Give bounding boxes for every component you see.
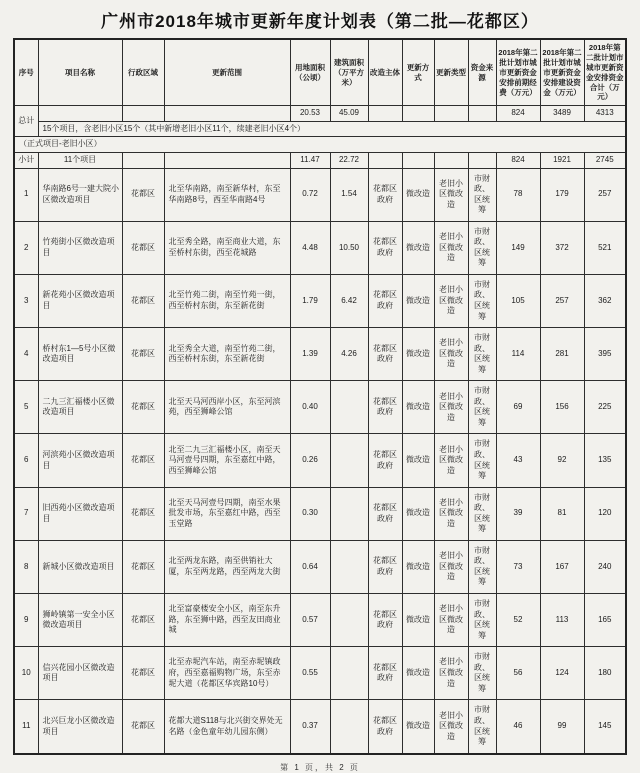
page-footer: 第 1 页，共 2 页 [280,762,360,772]
cell-no: 5 [14,381,38,434]
table-row [14,381,626,434]
cell-construction-fund: 281 [540,328,584,381]
cell-funding: 市财政、区统筹 [468,594,496,647]
cell-scope: 北至天马河壹号四期，南至水果批发市场，东至嘉红中路，西至玉堂路 [164,487,290,540]
cell-pre-fund: 39 [496,487,540,540]
cell-type: 老旧小区微改造 [434,274,468,327]
cell-funding: 市财政、区统筹 [468,487,496,540]
header-row [14,39,626,106]
cell-method: 微改造 [402,381,434,434]
cell-project-name: 狮岭镇第一安全小区微改造项目 [38,594,122,647]
cell-project-name: 桥村东1—5号小区微改造项目 [38,328,122,381]
table-row [14,328,626,381]
col-header-no: 序号 [14,39,38,106]
cell-land-area: 0.30 [290,487,330,540]
cell-district: 花都区 [122,381,164,434]
cell-construction-fund: 81 [540,487,584,540]
cell-method: 微改造 [402,540,434,593]
col-header-project-name: 项目名称 [38,39,122,106]
cell-type: 老旧小区微改造 [434,221,468,274]
total-pre-fund: 824 [496,106,540,122]
col-header-building-area: 建筑面积（万平方米） [330,39,368,106]
cell-total-fund: 145 [584,700,626,754]
cell-method: 微改造 [402,647,434,700]
cell-land-area: 4.48 [290,221,330,274]
cell-district: 花都区 [122,594,164,647]
col-header-funding: 资金来源 [468,39,496,106]
cell-construction-fund: 113 [540,594,584,647]
cell-construction-fund: 92 [540,434,584,487]
cell-funding: 市财政、区统筹 [468,381,496,434]
cell-district: 花都区 [122,221,164,274]
subtotal-row [14,152,626,168]
cell-land-area: 0.37 [290,700,330,754]
cell-project-name: 华南路6号一建大院小区微改造项目 [38,168,122,221]
cell-project-name: 竹苑街小区微改造项目 [38,221,122,274]
total-fund-sum: 4313 [584,106,626,122]
cell-method: 微改造 [402,221,434,274]
cell-subject: 花都区政府 [368,274,402,327]
cell-scope: 北至赤坭汽车站，南至赤坭镇政府，西至嘉福购物广场，东至赤坭大道（花都区华宾路10号） [164,647,290,700]
cell-method: 微改造 [402,434,434,487]
col-header-pre-fund: 2018年第二批计划市城市更新资金安排前期经费（万元） [496,39,540,106]
table-row [14,540,626,593]
cell-total-fund: 521 [584,221,626,274]
cell-building-area: 6.42 [330,274,368,327]
col-header-method: 更新方式 [402,39,434,106]
cell-subject: 花都区政府 [368,328,402,381]
cell-method: 微改造 [402,487,434,540]
cell-method: 微改造 [402,328,434,381]
cell-funding: 市财政、区统筹 [468,274,496,327]
cell-no: 3 [14,274,38,327]
cell-building-area [330,434,368,487]
cell-total-fund: 362 [584,274,626,327]
cell-total-fund: 135 [584,434,626,487]
cell-project-name: 新城小区微改造项目 [38,540,122,593]
cell-project-name: 新花苑小区微改造项目 [38,274,122,327]
cell-construction-fund: 179 [540,168,584,221]
col-header-scope: 更新范围 [164,39,290,106]
cell-district: 花都区 [122,487,164,540]
empty-cell [122,106,164,122]
col-header-construction-fund: 2018年第二批计划市城市更新资金安排建设资金（万元） [540,39,584,106]
cell-building-area [330,700,368,754]
cell-district: 花都区 [122,274,164,327]
col-header-land-area: 用地面积（公顷） [290,39,330,106]
empty-cell [468,106,496,122]
cell-type: 老旧小区微改造 [434,381,468,434]
col-header-type: 更新类型 [434,39,468,106]
summary-rows [14,106,626,168]
cell-method: 微改造 [402,274,434,327]
cell-subject: 花都区政府 [368,487,402,540]
cell-scope: 北至二九三汇福楼小区，南至天马河壹号四期，东至嘉红中路，西至狮峰公馆 [164,434,290,487]
cell-total-fund: 240 [584,540,626,593]
total-note-row [14,121,626,137]
cell-method: 微改造 [402,168,434,221]
cell-method: 微改造 [402,700,434,754]
cell-scope: 北至秀全大道，南至竹苑二街，西至桥村东街，东至新花街 [164,328,290,381]
cell-type: 老旧小区微改造 [434,487,468,540]
empty-cell [164,106,290,122]
cell-construction-fund: 124 [540,647,584,700]
empty-cell [164,152,290,168]
cell-building-area [330,540,368,593]
cell-total-fund: 120 [584,487,626,540]
table-row [14,434,626,487]
empty-cell [38,106,122,122]
cell-funding: 市财政、区统筹 [468,434,496,487]
empty-cell [468,152,496,168]
cell-no: 2 [14,221,38,274]
cell-construction-fund: 372 [540,221,584,274]
total-note: 15个项目，含老旧小区15个（其中新增老旧小区11个，续建老旧小区4个） [38,121,626,137]
cell-district: 花都区 [122,540,164,593]
project-rows [14,168,626,754]
cell-building-area: 4.26 [330,328,368,381]
cell-total-fund: 395 [584,328,626,381]
cell-type: 老旧小区微改造 [434,647,468,700]
cell-project-name: 北兴巨龙小区微改造项目 [38,700,122,754]
table-row [14,647,626,700]
cell-district: 花都区 [122,168,164,221]
cell-funding: 市财政、区统筹 [468,221,496,274]
cell-total-fund: 165 [584,594,626,647]
cell-scope: 北至华南路，南至新华村，东至华南路8号，西至华南路4号 [164,168,290,221]
col-header-subject: 改造主体 [368,39,402,106]
subtotal-pre-fund: 824 [496,152,540,168]
cell-building-area [330,487,368,540]
subtotal-construction-fund: 1921 [540,152,584,168]
cell-subject: 花都区政府 [368,168,402,221]
cell-pre-fund: 73 [496,540,540,593]
cell-land-area: 0.72 [290,168,330,221]
cell-scope: 北至富豪楼安全小区，南至东升路，东至狮中路，西至友田商业城 [164,594,290,647]
table-row [14,274,626,327]
cell-construction-fund: 257 [540,274,584,327]
col-header-district: 行政区域 [122,39,164,106]
cell-construction-fund: 99 [540,700,584,754]
cell-building-area [330,594,368,647]
cell-no: 6 [14,434,38,487]
cell-no: 10 [14,647,38,700]
cell-funding: 市财政、区统筹 [468,700,496,754]
col-header-total-fund: 2018年第二批计划市城市更新资金安排资金合计（万元） [584,39,626,106]
cell-funding: 市财政、区统筹 [468,647,496,700]
cell-no: 9 [14,594,38,647]
cell-pre-fund: 105 [496,274,540,327]
cell-subject: 花都区政府 [368,594,402,647]
total-land-area: 20.53 [290,106,330,122]
cell-project-name: 信兴花园小区微改造项目 [38,647,122,700]
cell-subject: 花都区政府 [368,434,402,487]
cell-no: 8 [14,540,38,593]
cell-scope: 北至秀全路，南至商业大道，东至桥村东街，西至花城路 [164,221,290,274]
total-row [14,106,626,122]
cell-funding: 市财政、区统筹 [468,540,496,593]
cell-building-area [330,647,368,700]
table-row [14,594,626,647]
total-construction-fund: 3489 [540,106,584,122]
cell-method: 微改造 [402,594,434,647]
cell-pre-fund: 149 [496,221,540,274]
subtotal-land-area: 11.47 [290,152,330,168]
subtotal-building-area: 22.72 [330,152,368,168]
empty-cell [368,152,402,168]
empty-cell [434,106,468,122]
cell-building-area: 1.54 [330,168,368,221]
page-title: 广州市2018年城市更新年度计划表（第二批—花都区） [101,12,539,31]
plan-table [13,38,627,755]
cell-subject: 花都区政府 [368,381,402,434]
cell-land-area: 0.26 [290,434,330,487]
cell-total-fund: 257 [584,168,626,221]
cell-district: 花都区 [122,700,164,754]
cell-subject: 花都区政府 [368,221,402,274]
cell-no: 1 [14,168,38,221]
table-row [14,168,626,221]
cell-pre-fund: 56 [496,647,540,700]
cell-type: 老旧小区微改造 [434,540,468,593]
cell-project-name: 二九三汇福楼小区微改造项目 [38,381,122,434]
cell-no: 11 [14,700,38,754]
cell-type: 老旧小区微改造 [434,594,468,647]
cell-land-area: 1.39 [290,328,330,381]
cell-scope: 北至天马河西岸小区，东至河滨苑，西至狮峰公馆 [164,381,290,434]
table-row [14,487,626,540]
cell-pre-fund: 78 [496,168,540,221]
cell-pre-fund: 43 [496,434,540,487]
section-row [14,137,626,153]
cell-project-name: 河滨苑小区微改造项目 [38,434,122,487]
cell-pre-fund: 46 [496,700,540,754]
cell-land-area: 0.55 [290,647,330,700]
cell-pre-fund: 69 [496,381,540,434]
cell-total-fund: 180 [584,647,626,700]
total-building-area: 45.09 [330,106,368,122]
empty-cell [402,152,434,168]
cell-subject: 花都区政府 [368,700,402,754]
cell-land-area: 1.79 [290,274,330,327]
empty-cell [434,152,468,168]
table-row [14,221,626,274]
total-label: 总计 [14,106,38,137]
cell-subject: 花都区政府 [368,647,402,700]
cell-building-area: 10.50 [330,221,368,274]
cell-building-area [330,381,368,434]
table-row [14,700,626,754]
cell-total-fund: 225 [584,381,626,434]
cell-district: 花都区 [122,647,164,700]
cell-scope: 北至竹苑二街，南至竹苑一街，西至桥村东街，东至新花街 [164,274,290,327]
cell-pre-fund: 114 [496,328,540,381]
cell-construction-fund: 167 [540,540,584,593]
cell-scope: 花都大道S118与北兴街交界处无名路（金色童年幼儿园东侧） [164,700,290,754]
cell-district: 花都区 [122,434,164,487]
cell-land-area: 0.57 [290,594,330,647]
empty-cell [368,106,402,122]
cell-pre-fund: 52 [496,594,540,647]
cell-type: 老旧小区微改造 [434,434,468,487]
cell-land-area: 0.64 [290,540,330,593]
cell-construction-fund: 156 [540,381,584,434]
cell-district: 花都区 [122,328,164,381]
empty-cell [402,106,434,122]
cell-funding: 市财政、区统筹 [468,168,496,221]
cell-type: 老旧小区微改造 [434,700,468,754]
cell-scope: 北至两龙东路，南至供销社大厦，东至两龙路，西至两龙大街 [164,540,290,593]
cell-funding: 市财政、区统筹 [468,328,496,381]
empty-cell [122,152,164,168]
cell-type: 老旧小区微改造 [434,328,468,381]
subtotal-total-fund: 2745 [584,152,626,168]
subtotal-label: 小计 [14,152,38,168]
cell-project-name: 旧西苑小区微改造项目 [38,487,122,540]
cell-no: 7 [14,487,38,540]
cell-land-area: 0.40 [290,381,330,434]
section-label: （正式项目-老旧小区） [14,137,626,153]
subtotal-name: 11个项目 [38,152,122,168]
cell-subject: 花都区政府 [368,540,402,593]
cell-type: 老旧小区微改造 [434,168,468,221]
cell-no: 4 [14,328,38,381]
